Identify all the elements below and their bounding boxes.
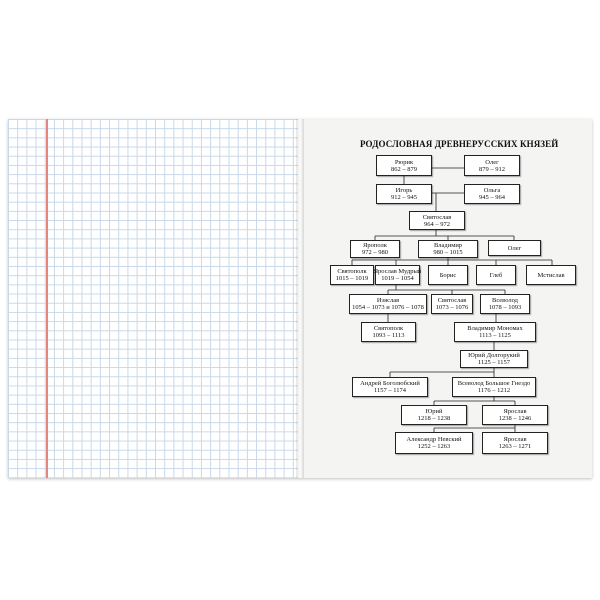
prince-years: 972 – 980	[362, 249, 388, 256]
prince-years: 862 – 879	[391, 165, 417, 173]
prince-name: Юрий Долгорукий	[468, 352, 520, 359]
prince-izyaslav	[349, 294, 427, 314]
prince-yaropolk	[350, 240, 400, 258]
prince-name: Юрий	[425, 408, 443, 415]
prince-andrey-bogolyubsky	[352, 377, 428, 397]
prince-years: 945 – 964	[479, 194, 505, 201]
prince-oleg-drevlyansky	[488, 240, 541, 256]
prince-name: Борис	[439, 271, 457, 279]
prince-name: Изяслав	[376, 297, 400, 304]
prince-years: 1238 – 1246	[498, 415, 532, 422]
prince-years: 1125 – 1157	[477, 359, 511, 366]
prince-years: 879 – 912	[479, 165, 505, 173]
prince-svyatoslav-yaroslavich	[431, 294, 473, 314]
prince-igor	[376, 184, 432, 204]
prince-years: 1157 – 1174	[373, 387, 407, 394]
prince-years: 1073 – 1076	[435, 304, 469, 311]
prince-years: 1218 – 1238	[417, 415, 451, 422]
prince-gleb	[476, 265, 516, 285]
prince-vsevolod-big-nest	[452, 377, 536, 397]
prince-name: Владимир Мономах	[467, 325, 523, 332]
prince-years: 980 – 1015	[433, 249, 463, 256]
prince-name: Ярополк	[363, 242, 387, 249]
prince-name: Александр Невский	[406, 436, 462, 443]
prince-name: Святослав	[437, 297, 467, 304]
prince-name: Ольга	[483, 187, 501, 194]
prince-name: Ярослав Мудрый	[373, 268, 422, 275]
prince-vsevolod	[480, 294, 530, 314]
prince-mstislav	[526, 265, 576, 285]
prince-years: 1263 – 1271	[498, 443, 532, 450]
princess-olga	[464, 184, 520, 204]
prince-name: Мстислав	[537, 271, 565, 279]
prince-boris	[428, 265, 468, 285]
prince-name: Святополк	[337, 268, 367, 275]
prince-name: Святослав	[422, 213, 452, 221]
prince-name: Рюрик	[394, 158, 414, 166]
prince-name: Андрей Боголюбский	[360, 380, 420, 387]
prince-oleg	[464, 155, 520, 176]
prince-alexander-nevsky	[395, 432, 473, 454]
chart-title: РОДОСЛОВНАЯ ДРЕВНЕРУССКИХ КНЯЗЕЙ	[360, 139, 559, 149]
prince-yaroslav-vsevolodovich	[482, 405, 548, 425]
prince-years: 1078 – 1093	[488, 304, 522, 311]
prince-svyatoslav	[409, 211, 465, 230]
prince-svyatopolk-izyaslavich	[361, 322, 416, 342]
prince-name: Святополк	[373, 325, 404, 332]
prince-yuri-vsevolodovich	[401, 405, 467, 425]
prince-years: 1054 – 1073 и 1076 – 1078	[352, 304, 424, 311]
prince-name: Всеволод	[492, 297, 518, 304]
prince-yaroslav-the-wise	[375, 265, 420, 285]
prince-name: Глеб	[489, 271, 503, 279]
prince-years: 1019 – 1054	[381, 275, 414, 282]
prince-svyatopolk	[330, 265, 374, 285]
prince-name: Игорь	[395, 187, 413, 194]
prince-years: 964 – 972	[424, 220, 450, 228]
prince-years: 1176 – 1212	[477, 387, 511, 394]
prince-years: 1015 – 1019	[335, 275, 369, 282]
prince-years: 1093 – 1113	[372, 332, 405, 339]
prince-vladimir	[418, 240, 478, 258]
prince-name: Владимир	[433, 242, 463, 249]
prince-years: 1113 – 1125	[479, 332, 511, 339]
prince-rurik	[376, 155, 432, 176]
prince-name: Всеволод Большое Гнездо	[457, 380, 531, 387]
prince-years: 1252 – 1263	[417, 443, 451, 450]
prince-name: Олег	[507, 244, 522, 252]
prince-yuri-dolgoruky	[460, 350, 528, 368]
prince-name: Олег	[485, 158, 499, 166]
prince-name: Ярослав	[503, 408, 527, 415]
prince-yaroslav-yaroslavich	[482, 432, 548, 454]
prince-years: 912 – 945	[391, 194, 417, 201]
prince-name: Ярослав	[503, 436, 527, 443]
prince-vladimir-monomakh	[454, 322, 536, 342]
